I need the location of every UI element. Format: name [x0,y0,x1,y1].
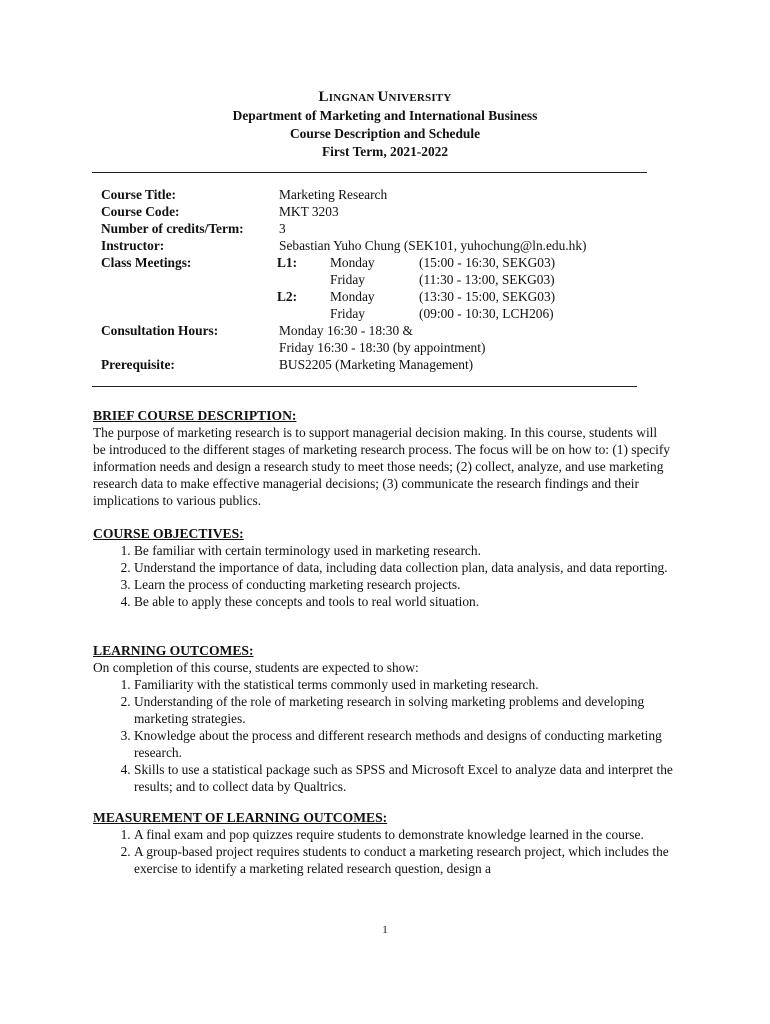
consultation-row: Consultation Hours: Monday 16:30 - 18:30 & [101,323,413,338]
credits-row: Number of credits/Term: 3 [101,221,286,236]
class-meeting-row: Friday (11:30 - 13:00, SEKG03) [330,272,555,287]
consultation-row-2: Friday 16:30 - 18:30 (by appointment) [279,340,486,355]
list-item: 1. A final exam and pop quizzes require students to demonstrate knowledge learned in the course. [134,826,673,843]
section-title: BRIEF COURSE DESCRIPTION: [93,408,297,423]
list-item: 3. Knowledge about the process and different research methods and designs of conducting marketing research. [134,727,673,761]
class-meeting-row: Friday (09:00 - 10:30, LCH206) [330,306,554,321]
class-meeting-row: L2: Monday (13:30 - 15:00, SEKG03) [277,289,556,304]
objectives-section [93,525,673,610]
learning-outcomes-section [93,642,673,795]
list-item: 2. Understand the importance of data, including data collection plan, data analysis, and data reporting. [134,559,673,576]
outcomes-intro: On completion of this course, students are expected to show: [93,660,419,675]
measurement-section [93,809,673,877]
course-info-block [101,186,701,373]
university-name: LINGNAN UNIVERSITY [318,89,452,105]
section-title: COURSE OBJECTIVES: [93,526,244,541]
page-number: 1 [382,924,388,936]
list-item: 3. Learn the process of conducting marketing research projects. [134,576,673,593]
header-divider [92,172,647,173]
list-item: 2. Understanding of the role of marketing research in solving marketing problems and developing marketing strategies. [134,693,673,727]
list-item: 2. A group-based project requires students to conduct a marketing research project, which includes the exercise to identify a marketing related research question, design a [134,843,673,877]
brief-description-section [93,407,673,509]
instructor-row: Instructor: Sebastian Yuho Chung (SEK101, yuhochung@ln.edu.hk) [101,238,587,253]
class-meeting-row: Class Meetings: L1: Monday (15:00 - 16:30, SEKG03) [101,255,556,270]
course-code-row: Course Code: MKT 3203 [101,204,339,219]
list-item: 1. Familiarity with the statistical terms commonly used in marketing research. [134,676,673,693]
list-item: 1. Be familiar with certain terminology used in marketing research. [134,542,673,559]
department-name: Department of Marketing and International Business [232,108,538,123]
term-label: First Term, 2021-2022 [321,144,449,159]
section-title: LEARNING OUTCOMES: [93,643,254,658]
prerequisite-row: Prerequisite: BUS2205 (Marketing Management) [101,357,474,372]
course-title-row: Course Title: Marketing Research [101,187,388,202]
description-paragraph: The purpose of marketing research is to support managerial decision making. In this course, students will be introduced to the different stages of marketing research process. The focus will be on how to: (1) specify information needs and design a research study to meet those needs; (2) collect, analyze, and use marketing research data to make effective managerial decisions; (3) communicate the research findings and their implications to various publics. [93,425,670,508]
document-header [0,88,770,161]
measurement-list [93,826,673,877]
list-item: 4. Be able to apply these concepts and tools to real world situation. [134,593,673,610]
section-title: MEASUREMENT OF LEARNING OUTCOMES: [93,810,388,825]
document-title: Course Description and Schedule [289,126,481,141]
info-divider [92,386,637,387]
list-item: 4. Skills to use a statistical package such as SPSS and Microsoft Excel to analyze data and interpret the results; and to collect data by Qualtrics. [134,761,673,795]
outcomes-list [93,676,673,795]
objectives-list [93,542,673,610]
